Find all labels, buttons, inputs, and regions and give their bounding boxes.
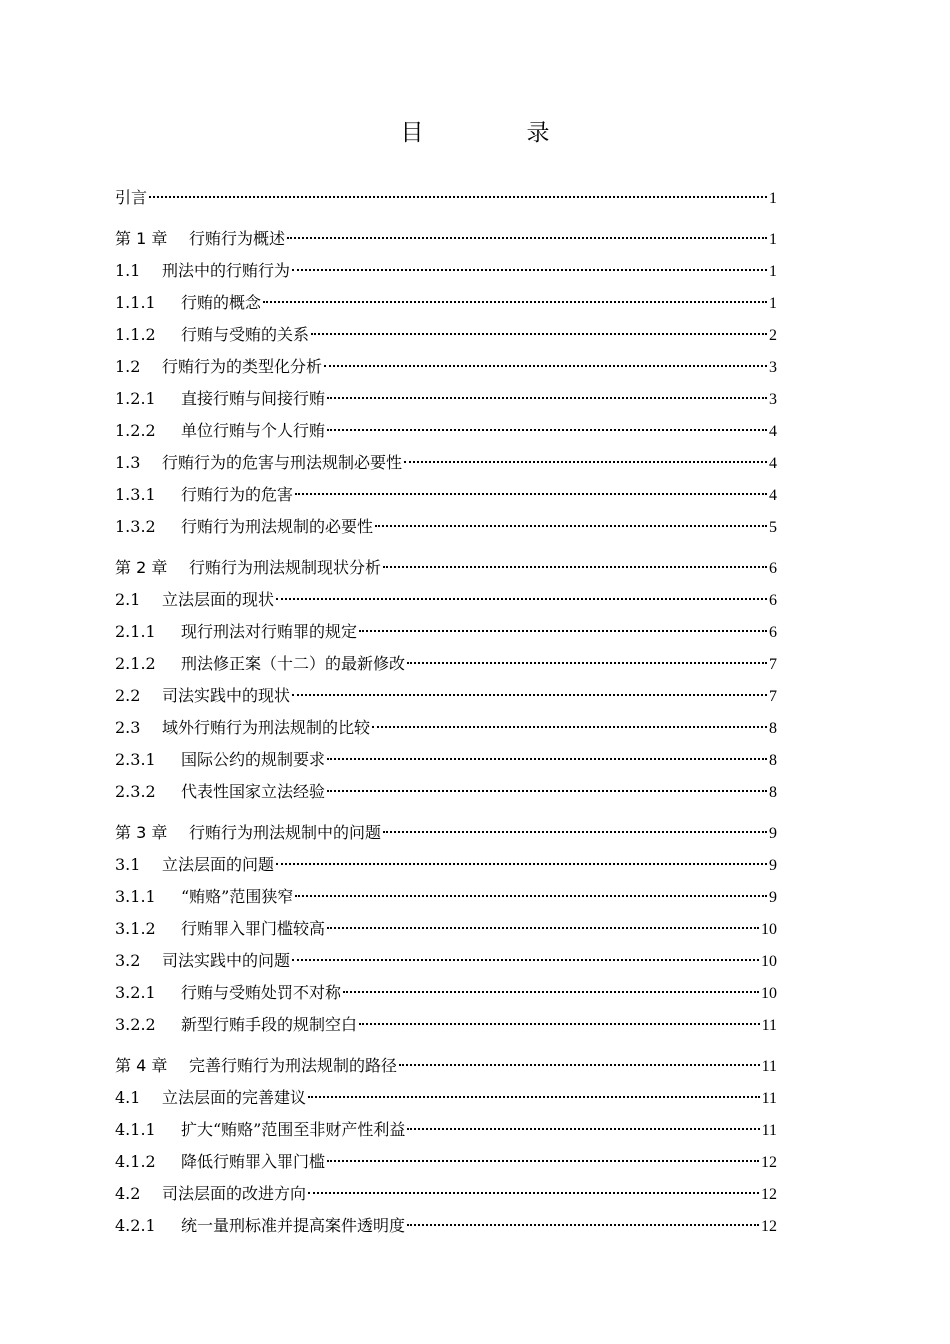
toc-entry-number: 1.3 <box>115 453 141 472</box>
toc-entry-number: 第 2 章 <box>115 558 168 577</box>
toc-entry-page-number: 4 <box>769 423 777 440</box>
toc-dot-leader <box>276 851 767 865</box>
toc-entry-page-number: 1 <box>769 295 777 312</box>
toc-entry-title: 行贿行为的危害 <box>181 485 294 504</box>
toc-dot-leader <box>399 1052 760 1066</box>
toc-entry-title: 刑法中的行贿行为 <box>162 261 291 280</box>
toc-entry-title: 行贿行为刑法规制的必要性 <box>181 517 374 536</box>
toc-entry-title: 行贿与受贿处罚不对称 <box>181 983 342 1002</box>
toc-entry-title: 刑法修正案（十二）的最新修改 <box>181 654 406 673</box>
toc-dot-leader <box>149 184 767 198</box>
toc-entry-page-number: 11 <box>761 1017 777 1034</box>
toc-dot-leader <box>327 915 759 929</box>
toc-entry[interactable] <box>115 1210 777 1242</box>
toc-entry-number: 2.1.2 <box>115 654 156 673</box>
toc-dot-leader <box>311 321 767 335</box>
toc-entry-page-number: 1 <box>769 231 777 248</box>
table-of-contents <box>115 182 777 1242</box>
toc-dot-leader <box>292 682 767 696</box>
toc-entry-number: 3.1.2 <box>115 919 156 938</box>
toc-entry-page-number: 12 <box>761 1154 777 1171</box>
toc-entry[interactable] <box>115 223 777 255</box>
toc-entry-number: 1.1.1 <box>115 293 156 312</box>
toc-entry-number: 3.2.1 <box>115 983 156 1002</box>
toc-entry[interactable] <box>115 552 777 584</box>
toc-entry[interactable] <box>115 913 777 945</box>
toc-dot-leader <box>359 1011 760 1025</box>
toc-entry-title: 代表性国家立法经验 <box>181 782 326 801</box>
toc-entry[interactable] <box>115 817 777 849</box>
toc-entry[interactable] <box>115 1178 777 1210</box>
toc-entry-title: 立法层面的问题 <box>162 855 275 874</box>
toc-entry[interactable] <box>115 616 777 648</box>
toc-entry-page-number: 6 <box>769 560 777 577</box>
toc-entry-title: 域外行贿行为刑法规制的比较 <box>162 718 371 737</box>
toc-dot-leader <box>383 554 767 568</box>
toc-entry-number: 1.1.2 <box>115 325 156 344</box>
toc-dot-leader <box>276 586 767 600</box>
toc-entry-number: 1.2.2 <box>115 421 156 440</box>
toc-entry-page-number: 4 <box>769 455 777 472</box>
toc-entry[interactable] <box>115 712 777 744</box>
toc-entry-title: 行贿行为概述 <box>189 229 286 248</box>
toc-entry[interactable] <box>115 680 777 712</box>
toc-entry[interactable] <box>115 744 777 776</box>
toc-entry-title: 行贿的概念 <box>181 293 262 312</box>
toc-dot-leader <box>327 746 767 760</box>
toc-entry-page-number: 12 <box>761 1186 777 1203</box>
toc-entry[interactable] <box>115 648 777 680</box>
toc-entry-page-number: 2 <box>769 327 777 344</box>
toc-entry-number: 第 4 章 <box>115 1056 168 1075</box>
toc-entry-number: 3.1 <box>115 855 141 874</box>
toc-entry-title: 行贿行为的危害与刑法规制必要性 <box>162 453 403 472</box>
toc-entry-number: 1.3.1 <box>115 485 156 504</box>
toc-dot-leader <box>295 883 767 897</box>
toc-entry-page-number: 9 <box>769 857 777 874</box>
toc-dot-leader <box>327 385 767 399</box>
toc-entry-title: 引言 <box>115 188 148 207</box>
toc-entry[interactable] <box>115 319 777 351</box>
toc-entry-number: 2.3.1 <box>115 750 156 769</box>
toc-entry-title: 行贿行为的类型化分析 <box>162 357 323 376</box>
toc-entry-title: 行贿罪入罪门槛较高 <box>181 919 326 938</box>
toc-entry-title: 统一量刑标准并提高案件透明度 <box>181 1216 406 1235</box>
toc-entry-number: 3.1.1 <box>115 887 156 906</box>
toc-entry-page-number: 7 <box>769 656 777 673</box>
toc-entry-page-number: 8 <box>769 784 777 801</box>
toc-dot-leader <box>327 778 767 792</box>
toc-entry-number: 3.2 <box>115 951 141 970</box>
toc-entry[interactable] <box>115 1082 777 1114</box>
toc-entry-number: 3.2.2 <box>115 1015 156 1034</box>
toc-entry[interactable] <box>115 511 777 543</box>
toc-entry-number: 第 3 章 <box>115 823 168 842</box>
toc-dot-leader <box>407 650 767 664</box>
page-title: 目 录 <box>400 120 590 146</box>
toc-entry-title: 单位行贿与个人行贿 <box>181 421 326 440</box>
toc-entry[interactable] <box>115 849 777 881</box>
toc-entry-title: “贿赂”范围狭窄 <box>181 887 294 906</box>
toc-dot-leader <box>324 353 767 367</box>
toc-entry-title: 扩大“贿赂”范围至非财产性利益 <box>181 1120 406 1139</box>
toc-entry-title: 行贿与受贿的关系 <box>181 325 310 344</box>
toc-entry-title: 降低行贿罪入罪门槛 <box>181 1152 326 1171</box>
toc-entry[interactable] <box>115 1114 777 1146</box>
toc-dot-leader <box>308 1180 759 1194</box>
toc-entry-number: 1.2.1 <box>115 389 156 408</box>
toc-entry-page-number: 11 <box>761 1090 777 1107</box>
toc-entry-number: 1.1 <box>115 261 141 280</box>
toc-entry-page-number: 11 <box>761 1058 777 1075</box>
toc-entry[interactable] <box>115 182 777 214</box>
toc-entry[interactable] <box>115 383 777 415</box>
toc-entry[interactable] <box>115 584 777 616</box>
toc-entry-number: 2.2 <box>115 686 141 705</box>
toc-entry[interactable] <box>115 977 777 1009</box>
toc-dot-leader <box>327 417 767 431</box>
toc-dot-leader <box>383 819 767 833</box>
toc-entry[interactable] <box>115 479 777 511</box>
toc-entry-number: 4.1 <box>115 1088 141 1107</box>
toc-entry-number: 2.1 <box>115 590 141 609</box>
toc-dot-leader <box>404 449 767 463</box>
toc-dot-leader <box>407 1116 759 1130</box>
toc-entry-title: 直接行贿与间接行贿 <box>181 389 326 408</box>
toc-entry-page-number: 5 <box>769 519 777 536</box>
toc-entry-number: 4.2 <box>115 1184 141 1203</box>
toc-entry[interactable] <box>115 945 777 977</box>
toc-entry[interactable] <box>115 1146 777 1178</box>
toc-entry-page-number: 3 <box>769 391 777 408</box>
toc-entry-title: 行贿行为刑法规制现状分析 <box>189 558 382 577</box>
toc-entry-title: 国际公约的规制要求 <box>181 750 326 769</box>
toc-entry-number: 4.1.1 <box>115 1120 156 1139</box>
toc-entry-number: 2.3.2 <box>115 782 156 801</box>
toc-entry[interactable] <box>115 287 777 319</box>
toc-entry-page-number: 10 <box>761 985 777 1002</box>
toc-entry[interactable] <box>115 1009 777 1041</box>
toc-entry-page-number: 9 <box>769 825 777 842</box>
toc-entry-page-number: 12 <box>761 1218 777 1235</box>
toc-entry-title: 行贿行为刑法规制中的问题 <box>189 823 382 842</box>
toc-entry-title: 立法层面的完善建议 <box>162 1088 307 1107</box>
toc-entry-title: 立法层面的现状 <box>162 590 275 609</box>
toc-dot-leader <box>292 257 767 271</box>
toc-entry[interactable] <box>115 255 777 287</box>
toc-dot-leader <box>263 289 767 303</box>
toc-entry-page-number: 1 <box>769 190 777 207</box>
toc-dot-leader <box>295 481 767 495</box>
toc-entry-page-number: 1 <box>769 263 777 280</box>
toc-entry-page-number: 6 <box>769 624 777 641</box>
toc-dot-leader <box>327 1148 759 1162</box>
toc-entry-title: 司法实践中的问题 <box>162 951 291 970</box>
toc-entry-title: 新型行贿手段的规制空白 <box>181 1015 358 1034</box>
toc-entry[interactable] <box>115 415 777 447</box>
toc-dot-leader <box>375 513 767 527</box>
toc-entry-number: 4.2.1 <box>115 1216 156 1235</box>
toc-dot-leader <box>407 1212 759 1226</box>
toc-entry[interactable] <box>115 351 777 383</box>
toc-entry-page-number: 10 <box>761 921 777 938</box>
toc-dot-leader <box>292 947 759 961</box>
toc-entry[interactable] <box>115 1050 777 1082</box>
toc-entry-page-number: 4 <box>769 487 777 504</box>
toc-entry-number: 2.1.1 <box>115 622 156 641</box>
toc-dot-leader <box>372 714 767 728</box>
toc-entry[interactable] <box>115 776 777 808</box>
toc-entry[interactable] <box>115 447 777 479</box>
toc-entry-page-number: 7 <box>769 688 777 705</box>
toc-entry-number: 1.2 <box>115 357 141 376</box>
toc-entry-page-number: 3 <box>769 359 777 376</box>
toc-entry-number: 2.3 <box>115 718 141 737</box>
toc-dot-leader <box>308 1084 760 1098</box>
toc-entry-page-number: 6 <box>769 592 777 609</box>
toc-entry-title: 现行刑法对行贿罪的规定 <box>181 622 358 641</box>
toc-entry-page-number: 8 <box>769 720 777 737</box>
toc-entry[interactable] <box>115 881 777 913</box>
toc-entry-number: 第 1 章 <box>115 229 168 248</box>
toc-entry-page-number: 9 <box>769 889 777 906</box>
toc-entry-title: 司法实践中的现状 <box>162 686 291 705</box>
toc-entry-title: 完善行贿行为刑法规制的路径 <box>189 1056 398 1075</box>
toc-entry-number: 1.3.2 <box>115 517 156 536</box>
toc-entry-title: 司法层面的改进方向 <box>162 1184 307 1203</box>
toc-entry-page-number: 11 <box>761 1122 777 1139</box>
toc-dot-leader <box>287 225 767 239</box>
toc-dot-leader <box>343 979 759 993</box>
toc-dot-leader <box>359 618 767 632</box>
toc-entry-page-number: 8 <box>769 752 777 769</box>
toc-entry-page-number: 10 <box>761 953 777 970</box>
toc-entry-number: 4.1.2 <box>115 1152 156 1171</box>
